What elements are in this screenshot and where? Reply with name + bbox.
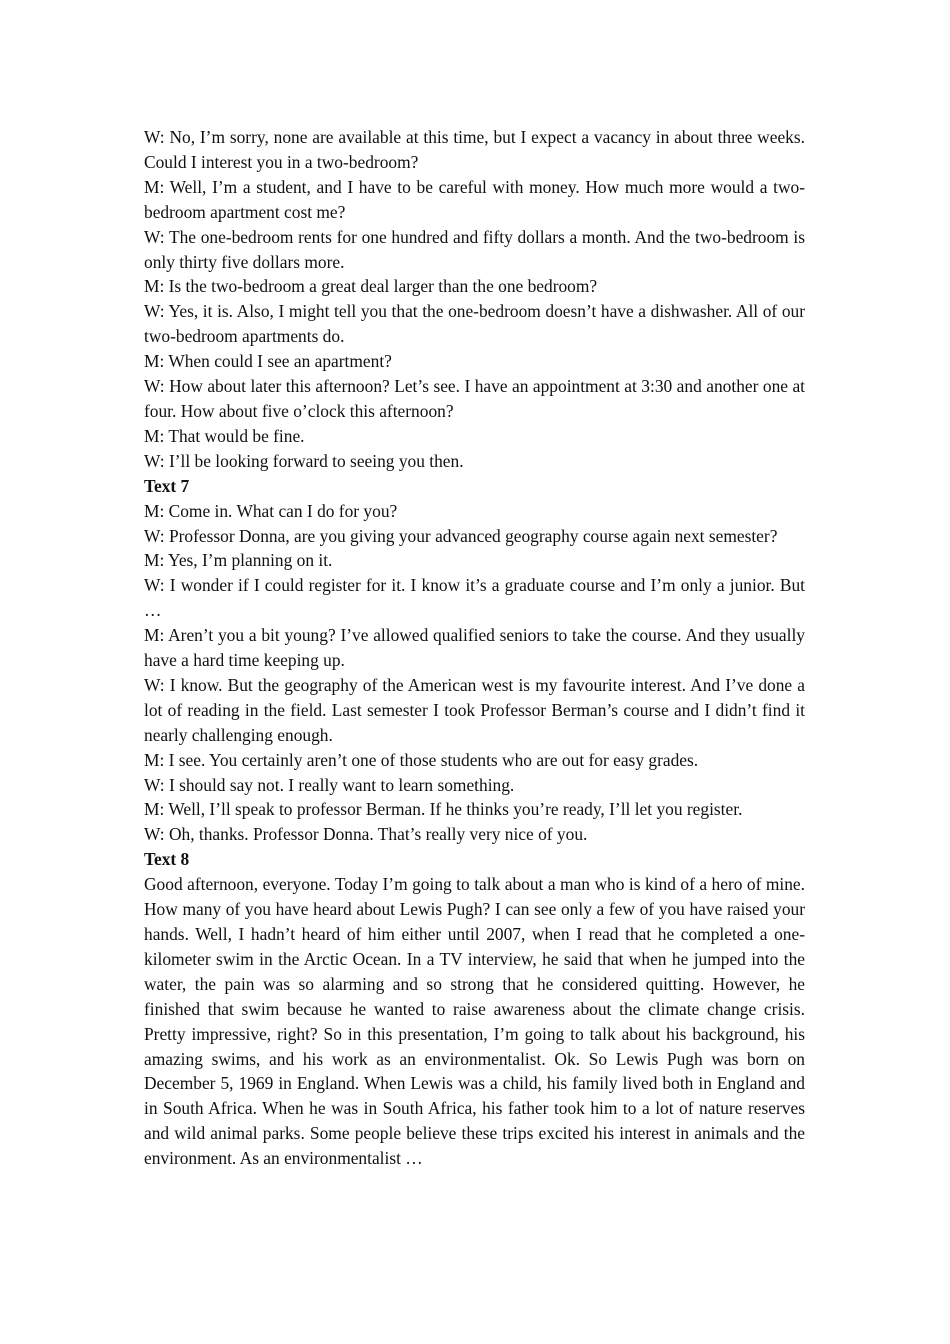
dialogue-line: M: Well, I’m a student, and I have to be careful with money. How much more would a two-bedroom apartment cost me? [144, 176, 805, 222]
text8-heading: Text 8 [144, 849, 190, 870]
dialogue-line: M: That would be fine. [144, 425, 305, 446]
dialogue-line: W: No, I’m sorry, none are available at this time, but I expect a vacancy in about three weeks. Could I interest you in a two-bedroom? [144, 127, 805, 172]
dialogue-line: W: The one-bedroom rents for one hundred and fifty dollars a month. And the two-bedroom is only thirty five dollars more. [144, 226, 805, 272]
dialogue-line: W: I wonder if I could register for it. I know it’s a graduate course and I’m only a junior. But … [144, 575, 805, 621]
dialogue-line: M: Well, I’ll speak to professor Berman. If he thinks you’re ready, I’ll let you register. [144, 799, 743, 820]
dialogue-line: M: Aren’t you a bit young? I’ve allowed qualified seniors to take the course. And they usually have a hard time keeping up. [144, 625, 805, 671]
dialogue-line: M: Is the two-bedroom a great deal larger than the one bedroom? [144, 276, 598, 297]
text7-heading: Text 7 [144, 475, 190, 496]
text8-paragraph: Good afternoon, everyone. Today I’m going to talk about a man who is kind of a hero of mine. How many of you have heard about Lewis Pugh? I can see only a few of you have raised your hands. Well, I hadn’t heard of him either until 2007, when I read that he completed a one-kilometer swim in the Arctic Ocean. In a TV interview, he said that when he jumped into the water, the pain was so alarming and so strong that he considered quitting. However, he finished that swim because he wanted to raise awareness about the climate change crisis. Pretty impressive, right? So in this presentation, I’m going to talk about his background, his amazing swims, and his work as an environmentalist. Ok. So Lewis Pugh was born on December 5, 1969 in England. When Lewis was a child, his family lived both in England and in South Africa. When he was in South Africa, his father took him to a lot of nature reserves and wild animal parks. Some people believe these trips excited his interest in animals and the environment. As an environmentalist … [144, 874, 805, 1169]
dialogue-line: W: I’ll be looking forward to seeing you then. [144, 450, 464, 471]
dialogue-line: W: I should say not. I really want to learn something. [144, 774, 515, 795]
dialogue-line: M: I see. You certainly aren’t one of those students who are out for easy grades. [144, 749, 699, 770]
dialogue-line: W: Yes, it is. Also, I might tell you that the one-bedroom doesn’t have a dishwasher. All of our two-bedroom apartments do. [144, 301, 805, 347]
dialogue-line: M: Yes, I’m planning on it. [144, 550, 333, 571]
dialogue-line: W: How about later this afternoon? Let’s see. I have an appointment at 3:30 and another one at four. How about five o’clock this afternoon? [144, 376, 805, 421]
dialogue-line: W: I know. But the geography of the American west is my favourite interest. And I’ve done a lot of reading in the field. Last semester I took Professor Berman’s course and I didn’t find it nearly challenging enough. [144, 674, 805, 745]
dialogue-line: M: Come in. What can I do for you? [144, 500, 398, 521]
dialogue-line: W: Professor Donna, are you giving your advanced geography course again next semester? [144, 525, 778, 546]
dialogue-line: M: When could I see an apartment? [144, 351, 392, 372]
document-page [144, 125, 805, 1171]
dialogue-line: W: Oh, thanks. Professor Donna. That’s really very nice of you. [144, 824, 588, 845]
